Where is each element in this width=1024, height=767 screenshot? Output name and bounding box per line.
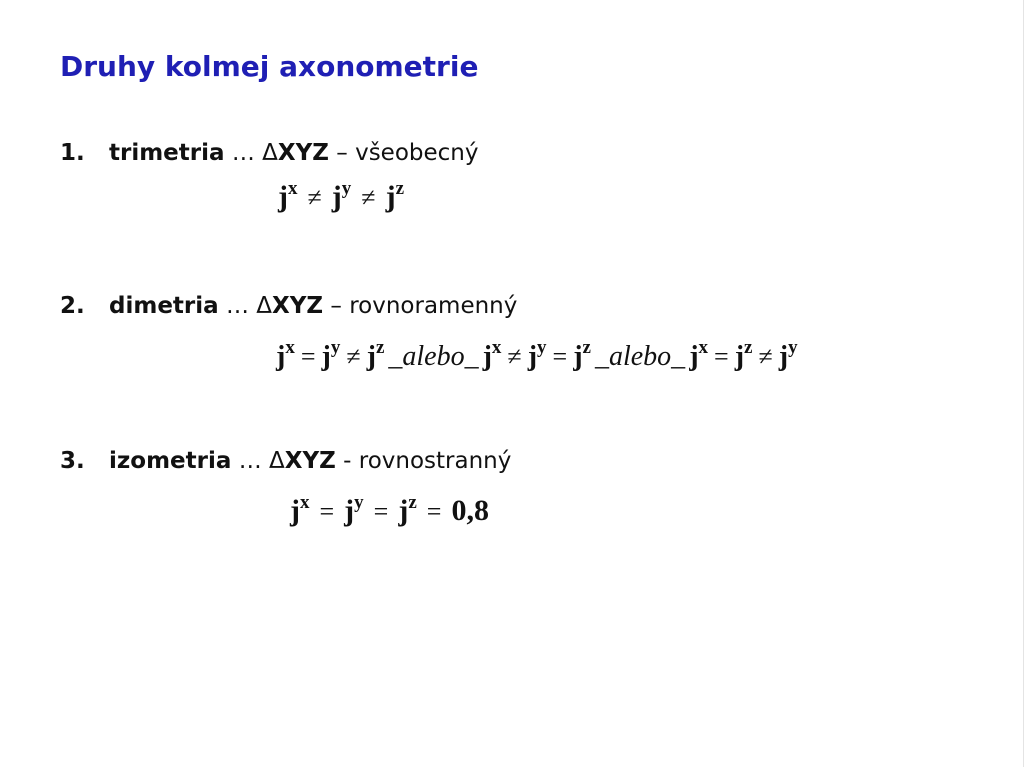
formula-j: j bbox=[366, 341, 376, 372]
formula-sup-y: y bbox=[354, 492, 364, 513]
formula-sup-z: z bbox=[582, 337, 591, 358]
item-description: – všeobecný bbox=[328, 140, 479, 166]
formula-sup-z: z bbox=[744, 337, 753, 358]
formula-sup-x: x bbox=[288, 178, 298, 199]
formula-eq: = bbox=[426, 497, 442, 526]
formula-sup-z: z bbox=[375, 337, 385, 358]
item-triangle: XYZ bbox=[272, 293, 324, 319]
formula-j: j bbox=[527, 341, 538, 372]
item-number: 2. bbox=[60, 293, 85, 319]
list-item-trimetria bbox=[60, 140, 479, 166]
formula-neq: ≠ bbox=[361, 183, 376, 212]
item-description: - rovnostranný bbox=[335, 448, 512, 474]
formula-j: j bbox=[385, 180, 396, 213]
formula-eq: = bbox=[552, 342, 568, 371]
formula-sup-y: y bbox=[788, 337, 798, 358]
formula-j: j bbox=[573, 341, 583, 372]
formula-izometria bbox=[290, 492, 489, 528]
item-triangle: XYZ bbox=[284, 448, 336, 474]
item-dots: … Δ bbox=[218, 293, 273, 319]
formula-j: j bbox=[398, 494, 409, 527]
formula-eq: = bbox=[714, 342, 729, 371]
item-triangle: XYZ bbox=[277, 140, 329, 166]
formula-j: j bbox=[321, 341, 331, 372]
formula-sup-y: y bbox=[330, 337, 341, 358]
formula-j: j bbox=[778, 341, 789, 372]
item-number: 3. bbox=[60, 448, 85, 474]
formula-neq: ≠ bbox=[507, 342, 522, 371]
formula-j: j bbox=[276, 341, 286, 372]
item-dots: … Δ bbox=[231, 448, 285, 474]
formula-sup-z: z bbox=[395, 178, 404, 199]
formula-j: j bbox=[734, 341, 745, 372]
formula-sup-x: x bbox=[698, 337, 709, 358]
formula-j: j bbox=[482, 341, 492, 372]
formula-j: j bbox=[290, 494, 300, 527]
formula-neq: ≠ bbox=[307, 183, 322, 212]
slide-title: Druhy kolmej axonometrie bbox=[60, 50, 479, 83]
formula-neq: ≠ bbox=[758, 342, 773, 371]
formula-sup-x: x bbox=[491, 337, 502, 358]
formula-dimetria bbox=[276, 337, 798, 373]
formula-sup-z: z bbox=[408, 492, 417, 513]
formula-sup-y: y bbox=[341, 178, 352, 199]
formula-separator: _alebo_ bbox=[594, 341, 686, 372]
formula-trimetria bbox=[278, 178, 404, 214]
item-description: – rovnoramenný bbox=[323, 293, 518, 319]
formula-sup-y: y bbox=[537, 337, 547, 358]
formula-j: j bbox=[689, 341, 699, 372]
item-dots: … Δ bbox=[224, 140, 278, 166]
item-number: 1. bbox=[60, 140, 85, 166]
formula-neq: ≠ bbox=[346, 342, 361, 371]
list-item-dimetria bbox=[60, 293, 517, 319]
formula-eq: = bbox=[373, 497, 389, 526]
formula-eq: = bbox=[319, 497, 335, 526]
formula-j: j bbox=[344, 494, 355, 527]
formula-sup-x: x bbox=[300, 492, 310, 513]
item-name: trimetria bbox=[109, 140, 225, 166]
formula-j: j bbox=[331, 180, 342, 213]
list-item-izometria bbox=[60, 448, 511, 474]
item-name: izometria bbox=[109, 448, 232, 474]
formula-separator: _alebo_ bbox=[388, 341, 479, 372]
formula-value: 0,8 bbox=[451, 494, 489, 527]
formula-sup-x: x bbox=[285, 337, 295, 358]
formula-eq: = bbox=[300, 342, 316, 371]
formula-j: j bbox=[278, 180, 288, 213]
item-name: dimetria bbox=[109, 293, 219, 319]
